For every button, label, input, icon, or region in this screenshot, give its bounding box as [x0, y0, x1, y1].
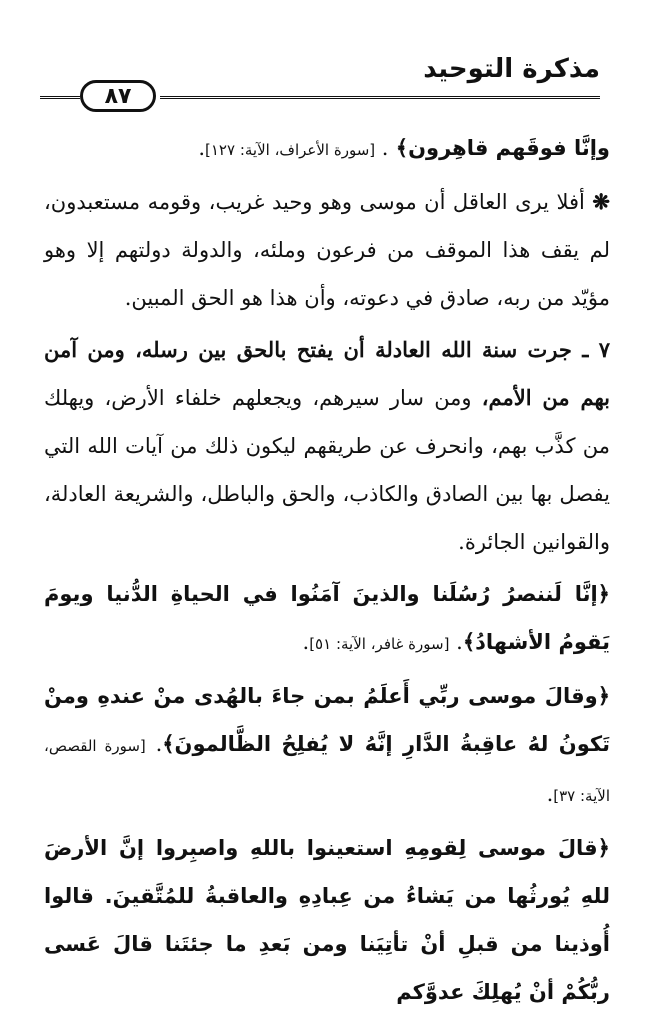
page-number: ٨٧ — [80, 80, 156, 112]
paragraph-6 — [44, 824, 610, 1016]
paragraph-3 — [44, 326, 610, 566]
verse-reference: [سورة القصص، الآية: ٣٧] — [44, 737, 610, 805]
running-title: مذكرة التوحيد — [423, 54, 600, 84]
quran-verse: ﴿وقالَ موسى ربِّي أَعلَمُ بمن جاءَ بالهُدى منْ عندهِ ومنْ تَكونُ لهُ عاقِبةُ الدَّارِ إنَّهُ لا يُفلِحُ الظَّالمونَ﴾ — [44, 684, 610, 756]
paragraph-2 — [44, 178, 610, 322]
header-rule-left — [40, 96, 80, 99]
verse-reference: [سورة الأعراف، الآية: ١٢٧] — [205, 141, 376, 159]
paragraph-lead: ٧ ـ جرت سنة الله العادلة أن يفتح بالحق بين رسله، ومن آمن بهم من الأمم، — [44, 337, 610, 410]
paragraph-4: ﴿إنَّا لَننصرُ رُسُلَنا والذينَ آمَنُوا في الحياةِ الدُّنيا ويومَ يَقومُ الأشهادُ﴾. [سورة غافر، الآية: ٥١]. — [44, 582, 610, 654]
star-ornament-icon: ❋ — [592, 189, 610, 214]
quran-verse: ﴿قالَ موسى لِقومِهِ استعينوا باللهِ واصبِروا إنَّ الأرضَ للهِ يُورثُها من يَشاءُ من عِبادِهِ والعاقبةُ للمُتَّقينَ. قالوا أُوذينا من قبلِ أنْ تأتِيَنا ومن بَعدِ ما جئتَنا قالَ عَسى ربُّكُمْ أنْ يُهلِكَ عدوَّكم — [44, 836, 610, 1004]
header-rule-right — [160, 96, 600, 99]
paragraph-text: ومن سار سيرهم، ويجعلهم خلفاء الأرض، ويهلك من كذَّب بهم، وانحرف عن طريقهم ليكون ذلك من آيات الله التي يفصل بها بين الصادق والكاذب، والحق والباطل، والشريعة العادلة، والقوانين الجائرة. — [44, 386, 610, 554]
paragraph-text: أفلا يرى العاقل أن موسى وهو وحيد غريب، وقومه مستعبدون، لم يقف هذا الموقف من فرعون وملئه، والدولة دولتهم إلا وهو مؤيّد من ربه، صادق في دعوته، وأن هذا هو الحق المبين. — [44, 190, 610, 310]
paragraph-1: وإنَّا فوقَهم قاهِرون﴾ . [سورة الأعراف، الآية: ١٢٧]. — [198, 136, 610, 160]
page-body — [44, 124, 610, 1020]
quran-verse: ﴿إنَّا لَننصرُ رُسُلَنا والذينَ آمَنُوا في الحياةِ الدُّنيا ويومَ يَقومُ الأشهادُ﴾ — [44, 582, 610, 654]
page-header — [40, 52, 600, 112]
quran-verse: وإنَّا فوقَهم قاهِرون﴾ — [388, 136, 610, 160]
paragraph-5: ﴿وقالَ موسى ربِّي أَعلَمُ بمن جاءَ بالهُدى منْ عندهِ ومنْ تَكونُ لهُ عاقِبةُ الدَّارِ إنَّهُ لا يُفلِحُ الظَّالمونَ﴾. [سورة القصص، الآية: ٣٧]. — [44, 684, 610, 806]
verse-reference: [سورة غافر، الآية: ٥١] — [309, 635, 450, 653]
